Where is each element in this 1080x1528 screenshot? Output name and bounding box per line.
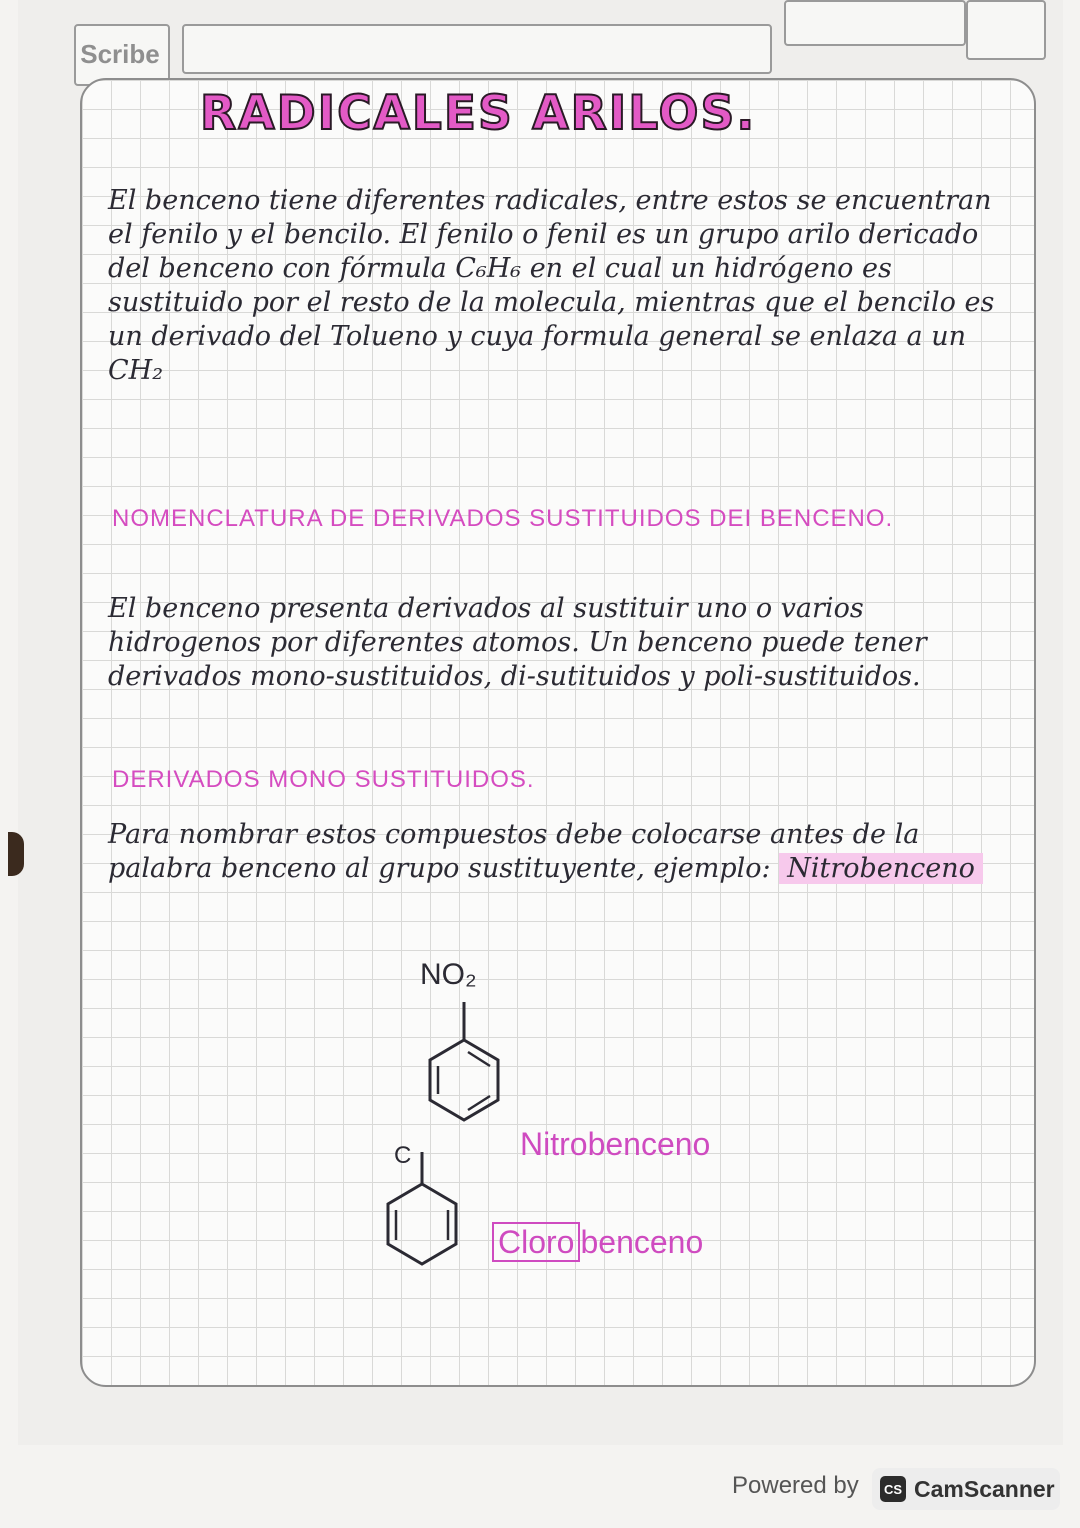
camscanner-name: CamScanner <box>914 1475 1055 1502</box>
notebook-page <box>80 78 1036 1387</box>
no2-substituent: NO₂ <box>420 958 477 991</box>
heading-nomenclatura: NOMENCLATURA DE DERIVADOS SUSTITUIDOS DEI BENCENO. <box>112 505 894 532</box>
camscanner-icon: CS <box>880 1476 906 1502</box>
powered-by-text: Powered by <box>732 1472 859 1499</box>
camscanner-logo <box>872 1468 1060 1510</box>
paragraph-nombrar <box>108 818 1013 886</box>
finger-shadow <box>8 832 24 876</box>
header-field-page <box>966 0 1046 60</box>
header-field-main <box>182 24 772 74</box>
example-highlight: Nitrobenceno <box>779 853 983 884</box>
paragraph-nombrar-text: Para nombrar estos compuestos debe colocarse antes de la palabra benceno al grupo sustituyente, ejemplo: <box>108 819 920 884</box>
brand-logo: Scribe <box>80 38 160 69</box>
nitrobenzene-ring <box>402 1000 522 1150</box>
chlorobenzene-label <box>492 1224 703 1261</box>
chlorobenzene-label-boxed: Cloro <box>492 1222 580 1262</box>
heading-monosustituidos: DERIVADOS MONO SUSTITUIDOS. <box>112 766 535 793</box>
chlorobenzene-ring <box>382 1150 492 1290</box>
cl-substituent: C <box>394 1142 412 1169</box>
paragraph-radicales: El benceno tiene diferentes radicales, entre estos se encuentran el fenilo y el bencilo. El fenilo o fenil es un grupo arilo dericado del benceno con fórmula C₆H₆ en el cual un hidrógeno es sustituido por el resto de la molecula, mientras que el bencilo es un derivado del Tolueno y cuya formula general se enlaza a un CH₂ <box>108 185 995 386</box>
page-title: RADICALES ARILOS. <box>200 86 757 141</box>
chlorobenzene-label-rest: benceno <box>580 1224 704 1260</box>
header-field-date <box>784 0 966 46</box>
nitrobenzene-label: Nitrobenceno <box>520 1126 711 1162</box>
paragraph-derivados: El benceno presenta derivados al sustituir uno o varios hidrogenos por diferentes atomos. Un benceno puede tener derivados mono-sustituidos, di-sutituidos y poli-sustituidos. <box>108 593 927 692</box>
